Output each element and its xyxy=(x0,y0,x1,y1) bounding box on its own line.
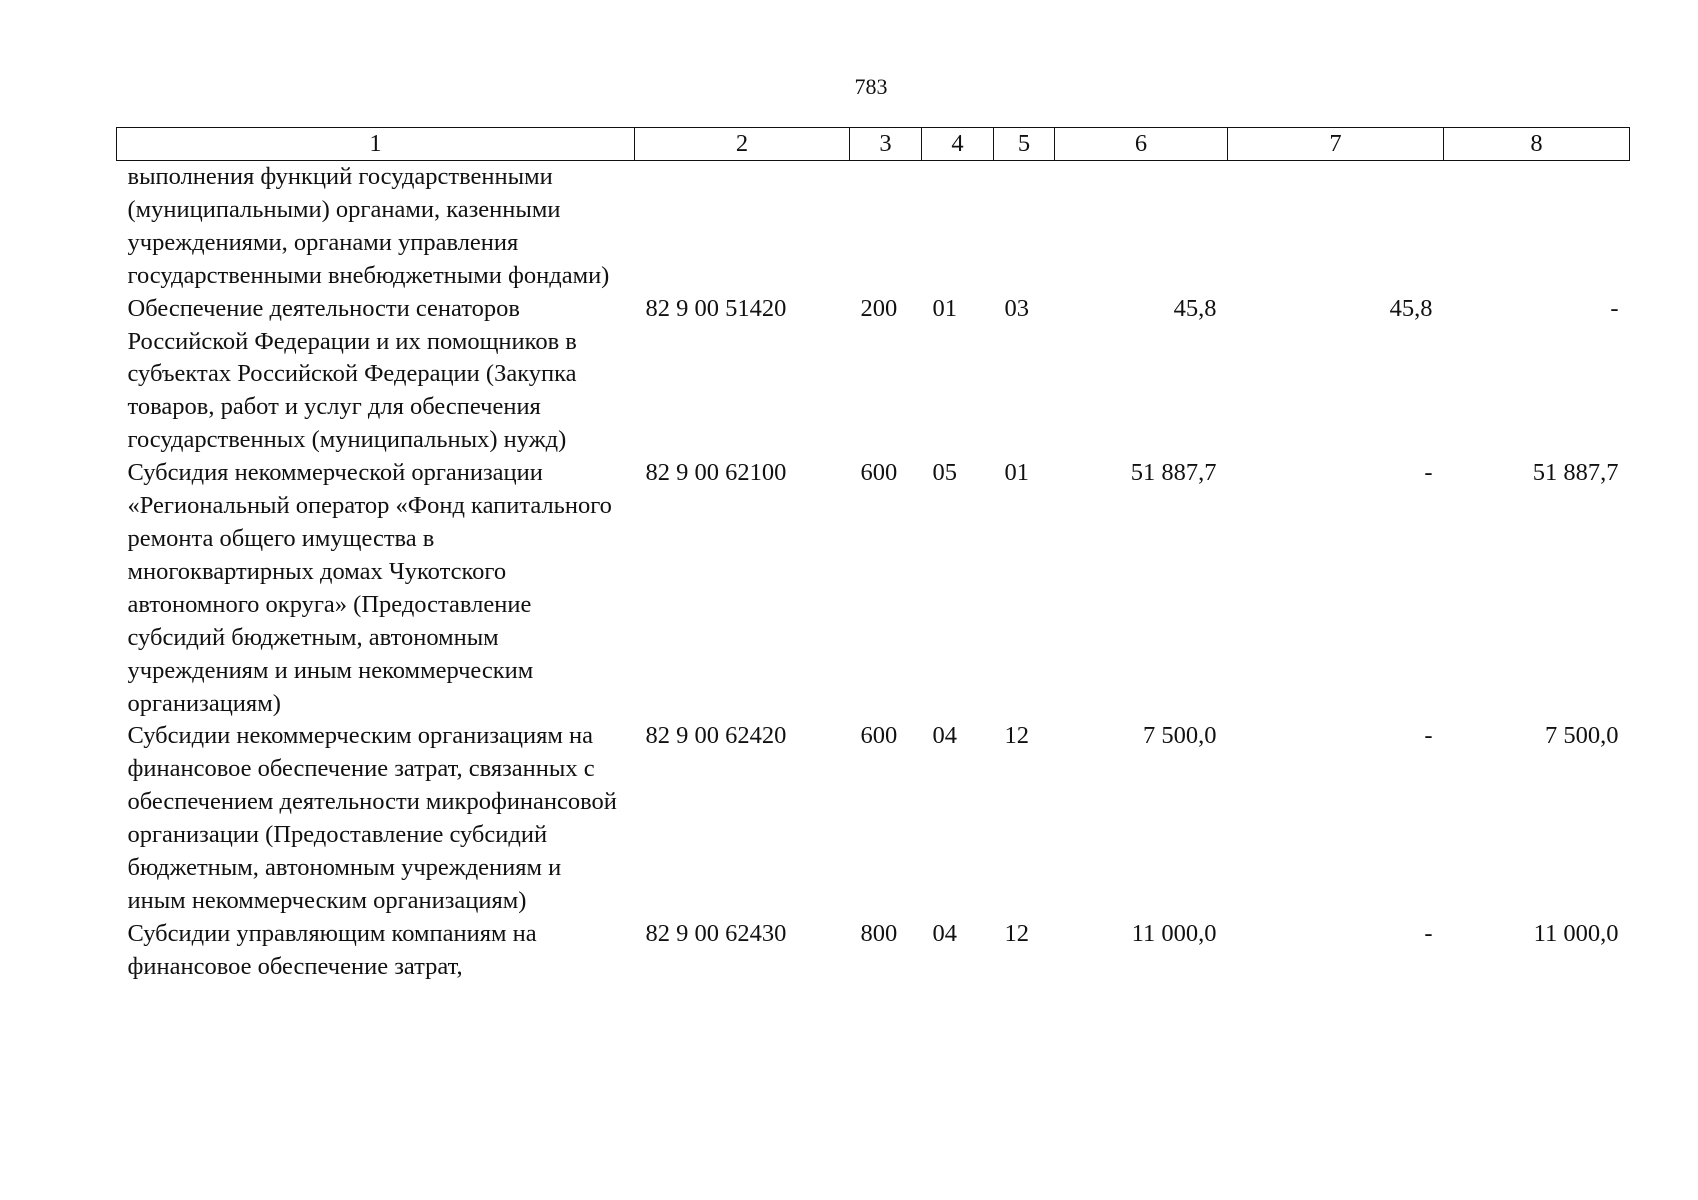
row-code: 82 9 00 62100 xyxy=(645,459,787,487)
header-col-8: 8 xyxy=(1444,128,1630,161)
table-row xyxy=(117,720,1630,917)
header-col-6: 6 xyxy=(1055,128,1228,161)
row-col-6: 11 000,0 xyxy=(1131,919,1217,947)
row-col-6: 7 500,0 xyxy=(1143,722,1217,750)
row-col-4: 05 xyxy=(932,459,957,487)
row-col-7: - xyxy=(1424,459,1433,487)
row-name: выполнения функций государственными (муниципальными) органами, казенными учреждениями, органами управления государственными внебюджетными фондами) xyxy=(127,163,610,289)
header-col-1: 1 xyxy=(117,128,635,161)
row-name: Субсидия некоммерческой организации «Региональный оператор «Фонд капитального ремонта общего имущества в многоквартирных домах Чукотского автономного округа» (Предоставление субсидий бюджетным, автономным учреждениям и иным некоммерческим организациям) xyxy=(127,459,612,717)
row-col-7: - xyxy=(1424,919,1433,947)
table-row xyxy=(117,293,1630,458)
row-col-3: 200 xyxy=(860,294,898,322)
row-col-8 xyxy=(1444,161,1630,293)
header-col-2: 2 xyxy=(635,128,850,161)
row-col-3: 600 xyxy=(860,722,898,750)
row-col-4: 04 xyxy=(932,919,957,947)
row-col-8: 51 887,7 xyxy=(1532,459,1619,487)
row-col-4 xyxy=(922,161,994,293)
row-col-5 xyxy=(994,161,1055,293)
row-col-8: 7 500,0 xyxy=(1545,722,1619,750)
row-name: Субсидии некоммерческим организациям на финансовое обеспечение затрат, связанных с обеспечением деятельности микрофинансовой организации (Предоставление субсидий бюджетным, автономным учреждениям и иным некоммерческим организациям) xyxy=(127,722,617,914)
row-col-5: 03 xyxy=(1004,294,1029,322)
budget-table xyxy=(116,127,1630,984)
row-name: Субсидии управляющим компаниям на финансовое обеспечение затрат, xyxy=(127,919,537,980)
row-col-6: 51 887,7 xyxy=(1130,459,1217,487)
row-code: 82 9 00 51420 xyxy=(645,294,787,322)
row-col-3: 800 xyxy=(860,919,898,947)
row-col-5: 12 xyxy=(1004,919,1029,947)
row-col-4: 01 xyxy=(932,294,957,322)
row-code: 82 9 00 62420 xyxy=(645,722,787,750)
row-col-6 xyxy=(1055,161,1228,293)
row-col-4: 04 xyxy=(932,722,957,750)
header-col-7: 7 xyxy=(1228,128,1444,161)
header-col-4: 4 xyxy=(922,128,994,161)
row-col-8: 11 000,0 xyxy=(1533,919,1619,947)
header-col-5: 5 xyxy=(994,128,1055,161)
row-col-3: 600 xyxy=(860,459,898,487)
table-header xyxy=(117,128,1630,161)
row-col-5: 01 xyxy=(1004,459,1029,487)
table-row xyxy=(117,457,1630,720)
row-name: Обеспечение деятельности сенаторов Российской Федерации и их помощников в субъектах Российской Федерации (Закупка товаров, работ и услуг для обеспечения государственных (муниципальных) нужд) xyxy=(127,294,577,454)
table-row xyxy=(117,918,1630,984)
row-col-7 xyxy=(1228,161,1444,293)
row-col-7: 45,8 xyxy=(1389,294,1433,322)
table-row xyxy=(117,161,1630,293)
row-col-5: 12 xyxy=(1004,722,1029,750)
page-number: 783 xyxy=(854,74,888,99)
row-code: 82 9 00 62430 xyxy=(645,919,787,947)
header-col-3: 3 xyxy=(850,128,922,161)
row-col-7: - xyxy=(1424,722,1433,750)
table-body xyxy=(117,161,1630,984)
row-col-3 xyxy=(850,161,922,293)
row-col-6: 45,8 xyxy=(1173,294,1217,322)
header-row xyxy=(117,128,1630,161)
row-code xyxy=(635,161,850,293)
row-col-8: - xyxy=(1610,294,1619,322)
